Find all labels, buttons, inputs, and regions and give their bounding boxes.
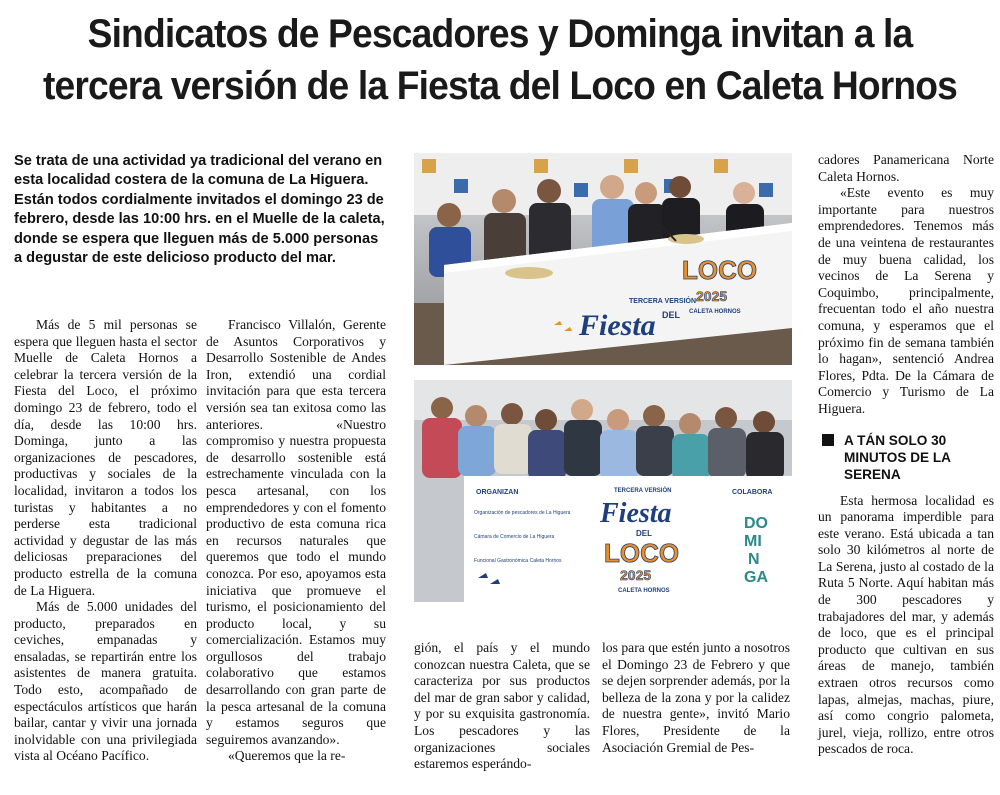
headline xyxy=(35,8,965,112)
col2-paragraph-2: «Queremos que la re- xyxy=(228,748,346,764)
subheading-text: A TÁN SOLO 30 MINUTOS DE LA SERENA xyxy=(844,432,951,482)
press-conference-illustration xyxy=(414,153,792,365)
col5-paragraph-2: «Este evento es muy importante para nuestros emprendedores. Tenemos más de una veintena de restaurantes de muy buena calidad, los vecinos de La Serena y Coquimbo, principalmente, frecuentan todo el año nuestra comuna, y esperamos que el próximo fin de semana también lo hagan», sentenció Andrea Flores, Pdta. De la Cámara de Comercio y Turismo de La Higuera. xyxy=(818,185,994,416)
colabora-label: COLABORA xyxy=(732,489,773,496)
organizer-2: Cámara de Comercio de La Higuera xyxy=(474,534,555,540)
col5-paragraph-1: cadores Panamericana Norte Caleta Hornos. xyxy=(818,152,994,184)
banner-fiesta-text: Fiesta xyxy=(579,309,656,342)
banner-small-text: TERCERA VERSIÓN xyxy=(629,298,697,305)
article-column-2 xyxy=(206,317,386,765)
lead-paragraph: Se trata de una actividad ya tradicional del verano en esta localidad costera de la comuna de La Higuera. Están todos cordialmente invitados el domingo 23 de febrero, desde las 10:00 hrs. en el Muelle de la caleta, donde se espera que lleguen más de 5.000 personas a degustar de este delicioso producto del mar. xyxy=(14,153,385,267)
dominga-logo-4: GA xyxy=(744,569,768,586)
col5-paragraph-3: Esta hermosa localidad es un panorama imperdible para este verano. Está ubicada a tan solo 30 kilómetros al norte de La Serena, justo al costado de la Ruta 5 Norte. Aquí habitan más de 300 pescadores y trabajadores del mar, y además de loco, que es el principal producto que cultivan en sus áreas de manejo, también extraen otros recursos como lapas, almejas, machas, piure, así como congrio palometa, jurel, vieja, rollizo, entre otros pescados de roca. xyxy=(818,492,994,757)
banner-small-text: TERCERA VERSIÓN xyxy=(614,488,672,494)
banner-loco-text: LOCO xyxy=(682,255,758,285)
article-column-1 xyxy=(14,317,197,765)
article-column-3 xyxy=(414,640,590,773)
article-column-4 xyxy=(602,640,790,756)
dominga-logo-3: N xyxy=(748,551,760,568)
section-subheading xyxy=(818,432,994,483)
banner-place-text: CALETA HORNOS xyxy=(689,309,741,315)
dominga-logo-2: MI xyxy=(744,533,762,550)
col4-paragraph-1: los para que estén junto a nosotros el Domingo 23 de Febrero y que se dejen sorprender además, por la belleza de la zona y por la calidez de nuestra gente», invitó Mario Flores, Presidente de la Asociación Gremial de Pes- xyxy=(602,640,790,755)
dominga-logo-1: DO xyxy=(744,515,768,532)
press-conference-photo xyxy=(414,153,792,365)
banner-del-text: DEL xyxy=(662,310,680,320)
organizer-3: Funcional Gastronómica Caleta Hornos xyxy=(474,558,562,564)
banner-fiesta-text: Fiesta xyxy=(600,498,672,529)
col1-paragraph-1: Más de 5 mil personas se espera que lleguen hasta el sector Muelle de Caleta Hornos a celebrar la tercera versión de la Fiesta del Loco, el próximo domingo 23 de febrero, todo el día, desde las 10:00 hrs. Dominga, junto a las organizaciones de pescadores, productivas y sociales de la localidad, invitaron a todos los turistas y habitantes a no perderse esta tradicional actividad y degustar de las más deliciosas preparaciones del producto estrella de la comuna de La Higuera. xyxy=(14,317,197,598)
group-photo-illustration xyxy=(414,380,792,602)
group-photo xyxy=(414,380,792,602)
banner-del-text: DEL xyxy=(636,529,652,538)
col3-paragraph-1: gión, el país y el mundo conozcan nuestra Caleta, que se caracteriza por sus productos del mar de gran sabor y calidad, y por su exquisita gastronomía. Los pescadores y las organizaciones sociales estaremos esperándo- xyxy=(414,640,590,772)
banner-loco-text: LOCO xyxy=(604,538,680,568)
organizan-label: ORGANIZAN xyxy=(476,489,519,496)
banner-place-text: CALETA HORNOS xyxy=(618,588,670,594)
article-column-5 xyxy=(818,152,994,758)
banner-year-text: 2025 xyxy=(620,567,652,583)
col1-paragraph-2: Más de 5.000 unidades del producto, preparados en ceviches, empanadas y ensaladas, se repartirán entre los asistentes de manera gratuita. Todo esto, acompañado de espectáculos artísticos que harán bailar, cantar y vivir una jornada inolvidable con una privilegiada vista al Océano Pacífico. xyxy=(14,599,197,764)
banner-year-text: 2025 xyxy=(696,288,728,304)
headline-line-1: Sindicatos de Pescadores y Dominga invitan a la xyxy=(87,12,913,56)
col2-paragraph-1: Francisco Villalón, Gerente de Asuntos Corporativos y Desarrollo Sostenible de Andes Iron, extendió una cordial invitación para que esta tercera versión sea tan exitosa como las anteriores. «Nuestro compromiso y nuestra propuesta de desarrollo sostenible está estrechamente vinculada con la pesca artesanal, con los emprendedores y con el fomento productivo de esta comuna rica en recursos naturales que queremos que todo el mundo conozca. Por eso, apoyamos esta iniciativa que promueve el turismo, el posicionamiento del producto local, y su comercialización. Estamos muy orgullosos del trabajo colaborativo que estamos desarrollando con gran parte de la pesca artesanal de la comuna y estamos seguros que seguiremos avanzando». xyxy=(206,317,386,747)
organizer-1: Organización de pescadores de La Higuera xyxy=(474,510,571,516)
square-bullet-icon xyxy=(822,434,834,446)
headline-line-2: tercera versión de la Fiesta del Loco en Caleta Hornos xyxy=(42,64,958,108)
